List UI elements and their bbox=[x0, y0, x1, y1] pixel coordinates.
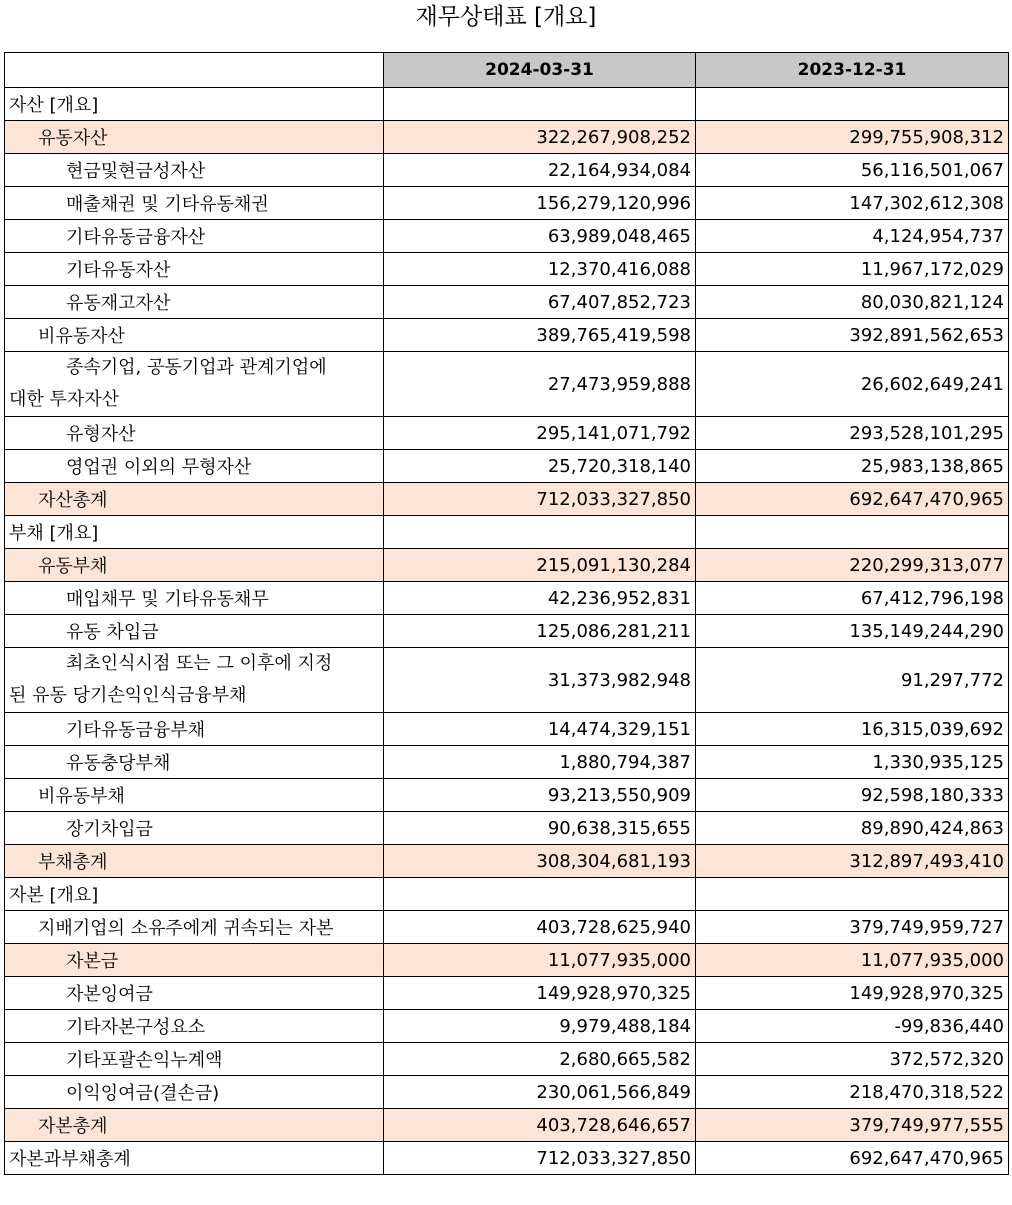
row-label: 영업권 이외의 무형자산 bbox=[5, 450, 384, 483]
value-2024: 712,033,327,850 bbox=[384, 483, 696, 516]
value-2023: 312,897,493,410 bbox=[696, 845, 1009, 878]
value-2023: 89,890,424,863 bbox=[696, 812, 1009, 845]
value-2024: 125,086,281,211 bbox=[384, 615, 696, 648]
value-2024: 93,213,550,909 bbox=[384, 779, 696, 812]
table-row bbox=[5, 812, 1009, 845]
row-label: 유동부채 bbox=[5, 549, 384, 582]
value-2024: 712,033,327,850 bbox=[384, 1142, 696, 1175]
value-2024: 322,267,908,252 bbox=[384, 121, 696, 154]
value-2024: 90,638,315,655 bbox=[384, 812, 696, 845]
row-label bbox=[5, 648, 384, 713]
row-label: 자본금 bbox=[5, 944, 384, 977]
table-row bbox=[5, 450, 1009, 483]
table-row bbox=[5, 977, 1009, 1010]
value-2023 bbox=[696, 88, 1009, 121]
balance-sheet-table bbox=[4, 52, 1009, 1175]
value-2023: 56,116,501,067 bbox=[696, 154, 1009, 187]
value-2023: 379,749,959,727 bbox=[696, 911, 1009, 944]
table-row bbox=[5, 845, 1009, 878]
table-row bbox=[5, 911, 1009, 944]
value-2023: 11,077,935,000 bbox=[696, 944, 1009, 977]
table-row bbox=[5, 88, 1009, 121]
table-row bbox=[5, 1142, 1009, 1175]
value-2023: 147,302,612,308 bbox=[696, 187, 1009, 220]
value-2024: 31,373,982,948 bbox=[384, 648, 696, 713]
value-2023: -99,836,440 bbox=[696, 1010, 1009, 1043]
value-2023: 16,315,039,692 bbox=[696, 713, 1009, 746]
value-2023: 372,572,320 bbox=[696, 1043, 1009, 1076]
row-label bbox=[5, 352, 384, 417]
value-2024: 67,407,852,723 bbox=[384, 286, 696, 319]
header-row bbox=[5, 53, 1009, 88]
value-2023: 392,891,562,653 bbox=[696, 319, 1009, 352]
value-2023: 4,124,954,737 bbox=[696, 220, 1009, 253]
value-2024 bbox=[384, 88, 696, 121]
row-label-line1: 최초인식시점 또는 그 이후에 지정 bbox=[66, 653, 333, 674]
value-2023 bbox=[696, 878, 1009, 911]
value-2023: 25,983,138,865 bbox=[696, 450, 1009, 483]
row-label: 자본잉여금 bbox=[5, 977, 384, 1010]
value-2024: 27,473,959,888 bbox=[384, 352, 696, 417]
table-row bbox=[5, 713, 1009, 746]
row-label: 유형자산 bbox=[5, 417, 384, 450]
row-label: 이익잉여금(결손금) bbox=[5, 1076, 384, 1109]
value-2023: 692,647,470,965 bbox=[696, 483, 1009, 516]
row-label: 유동 차입금 bbox=[5, 615, 384, 648]
value-2023: 379,749,977,555 bbox=[696, 1109, 1009, 1142]
value-2023: 1,330,935,125 bbox=[696, 746, 1009, 779]
table-row bbox=[5, 483, 1009, 516]
row-label-line2: 대한 투자자산 bbox=[9, 389, 120, 410]
value-2024: 403,728,646,657 bbox=[384, 1109, 696, 1142]
value-2024: 215,091,130,284 bbox=[384, 549, 696, 582]
value-2024: 2,680,665,582 bbox=[384, 1043, 696, 1076]
table-row bbox=[5, 746, 1009, 779]
table-row bbox=[5, 549, 1009, 582]
row-label: 기타자본구성요소 bbox=[5, 1010, 384, 1043]
row-label: 매출채권 및 기타유동채권 bbox=[5, 187, 384, 220]
table-row bbox=[5, 1043, 1009, 1076]
value-2024: 9,979,488,184 bbox=[384, 1010, 696, 1043]
row-label: 비유동자산 bbox=[5, 319, 384, 352]
table-row bbox=[5, 319, 1009, 352]
value-2023: 91,297,772 bbox=[696, 648, 1009, 713]
table-row bbox=[5, 1076, 1009, 1109]
table-row bbox=[5, 286, 1009, 319]
table-row bbox=[5, 878, 1009, 911]
table-row bbox=[5, 154, 1009, 187]
value-2023: 293,528,101,295 bbox=[696, 417, 1009, 450]
table-row bbox=[5, 187, 1009, 220]
row-label: 유동재고자산 bbox=[5, 286, 384, 319]
row-label: 장기차입금 bbox=[5, 812, 384, 845]
value-2024 bbox=[384, 878, 696, 911]
value-2023: 26,602,649,241 bbox=[696, 352, 1009, 417]
table-row bbox=[5, 944, 1009, 977]
value-2023: 220,299,313,077 bbox=[696, 549, 1009, 582]
row-label: 기타유동금융부채 bbox=[5, 713, 384, 746]
row-label: 현금및현금성자산 bbox=[5, 154, 384, 187]
value-2024: 389,765,419,598 bbox=[384, 319, 696, 352]
value-2024: 403,728,625,940 bbox=[384, 911, 696, 944]
row-label: 기타유동금융자산 bbox=[5, 220, 384, 253]
value-2024: 11,077,935,000 bbox=[384, 944, 696, 977]
page-title: 재무상태표 [개요] bbox=[415, 4, 597, 30]
value-2024: 230,061,566,849 bbox=[384, 1076, 696, 1109]
table-row bbox=[5, 582, 1009, 615]
value-2024 bbox=[384, 516, 696, 549]
value-2023: 67,412,796,198 bbox=[696, 582, 1009, 615]
value-2023: 299,755,908,312 bbox=[696, 121, 1009, 154]
row-label: 자산 [개요] bbox=[5, 88, 384, 121]
table-row bbox=[5, 779, 1009, 812]
row-label: 자본총계 bbox=[5, 1109, 384, 1142]
table-row bbox=[5, 615, 1009, 648]
value-2023: 135,149,244,290 bbox=[696, 615, 1009, 648]
row-label: 부채총계 bbox=[5, 845, 384, 878]
row-label: 자본과부채총계 bbox=[5, 1142, 384, 1175]
value-2023: 11,967,172,029 bbox=[696, 253, 1009, 286]
value-2024: 42,236,952,831 bbox=[384, 582, 696, 615]
value-2024: 12,370,416,088 bbox=[384, 253, 696, 286]
value-2024: 63,989,048,465 bbox=[384, 220, 696, 253]
row-label-line2: 된 유동 당기손익인식금융부채 bbox=[9, 685, 247, 706]
value-2024: 156,279,120,996 bbox=[384, 187, 696, 220]
value-2024: 1,880,794,387 bbox=[384, 746, 696, 779]
value-2024: 308,304,681,193 bbox=[384, 845, 696, 878]
value-2024: 14,474,329,151 bbox=[384, 713, 696, 746]
table-row bbox=[5, 1010, 1009, 1043]
value-2023: 92,598,180,333 bbox=[696, 779, 1009, 812]
value-2024: 22,164,934,084 bbox=[384, 154, 696, 187]
row-label: 유동충당부채 bbox=[5, 746, 384, 779]
row-label: 부채 [개요] bbox=[5, 516, 384, 549]
table-row bbox=[5, 1109, 1009, 1142]
value-2023: 218,470,318,522 bbox=[696, 1076, 1009, 1109]
table-row bbox=[5, 352, 1009, 417]
row-label: 기타포괄손익누계액 bbox=[5, 1043, 384, 1076]
header-blank-cell bbox=[5, 53, 384, 88]
value-2024: 295,141,071,792 bbox=[384, 417, 696, 450]
table-row bbox=[5, 253, 1009, 286]
column-header-2023: 2023-12-31 bbox=[696, 53, 1009, 88]
table-row bbox=[5, 516, 1009, 549]
value-2023: 692,647,470,965 bbox=[696, 1142, 1009, 1175]
row-label: 자본 [개요] bbox=[5, 878, 384, 911]
value-2024: 149,928,970,325 bbox=[384, 977, 696, 1010]
row-label: 기타유동자산 bbox=[5, 253, 384, 286]
row-label-line1: 종속기업, 공동기업과 관계기업에 bbox=[66, 357, 327, 378]
table-row bbox=[5, 417, 1009, 450]
row-label: 매입채무 및 기타유동채무 bbox=[5, 582, 384, 615]
column-header-2024: 2024-03-31 bbox=[384, 53, 696, 88]
value-2023: 80,030,821,124 bbox=[696, 286, 1009, 319]
row-label: 비유동부채 bbox=[5, 779, 384, 812]
table-row bbox=[5, 220, 1009, 253]
value-2023: 149,928,970,325 bbox=[696, 977, 1009, 1010]
value-2024: 25,720,318,140 bbox=[384, 450, 696, 483]
table-row bbox=[5, 648, 1009, 713]
row-label: 자산총계 bbox=[5, 483, 384, 516]
row-label: 지배기업의 소유주에게 귀속되는 자본 bbox=[5, 911, 384, 944]
row-label: 유동자산 bbox=[5, 121, 384, 154]
value-2023 bbox=[696, 516, 1009, 549]
table-row bbox=[5, 121, 1009, 154]
